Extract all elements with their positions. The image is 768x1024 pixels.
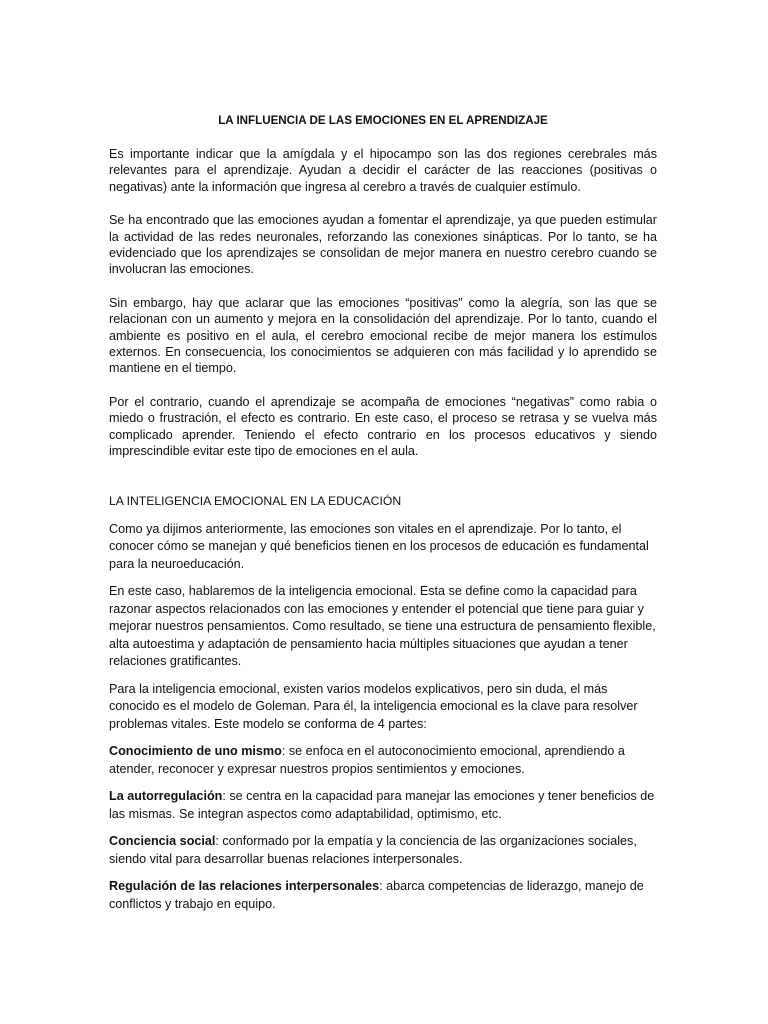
goleman-part-term: Conocimiento de uno mismo bbox=[109, 744, 282, 759]
goleman-part-desc: : se enfoca en el autoconocimiento emocional, aprendiendo a atender, reconocer y expresar nuestros propios sentimientos y emociones. bbox=[109, 744, 625, 776]
goleman-part-term: La autorregulación bbox=[109, 789, 223, 804]
goleman-part-desc: : abarca competencias de liderazgo, manejo de conflictos y trabajo en equipo. bbox=[109, 879, 644, 911]
document-page bbox=[109, 112, 657, 923]
goleman-part-term: Conciencia social bbox=[109, 834, 216, 849]
goleman-part-3 bbox=[109, 833, 657, 868]
section-heading: LA INTELIGENCIA EMOCIONAL EN LA EDUCACIÓN bbox=[109, 493, 402, 508]
goleman-part-1 bbox=[109, 743, 657, 778]
goleman-part-desc: : se centra en la capacidad para manejar las emociones y tener beneficios de las mismas. Se integran aspectos como adaptabilidad, optimismo, etc. bbox=[109, 789, 655, 821]
section-paragraph-2: En este caso, hablaremos de la inteligencia emocional. Esta se define como la capacidad para razonar aspectos relacionados con las emociones y entender el potencial que tiene para guiar y mejorar nuestros pensamientos. Como resultado, se tiene una estructura de pensamiento flexible, alta autoestima y adaptación de pensamiento hacia múltiples situaciones que ayudan a tener relaciones gratificantes. bbox=[109, 584, 656, 669]
intro-paragraph-3: Sin embargo, hay que aclarar que las emociones “positivas” como la alegría, son las que se relacionan con un aumento y mejora en la consolidación del aprendizaje. Por lo tanto, cuando el ambiente es positivo en el aula, el cerebro emocional recibe de mejor manera los estímulos externos. En consecuencia, los conocimientos se adquieren con más facilidad y lo aprendido se mantiene en el tiempo. bbox=[109, 295, 657, 376]
section-paragraph-1: Como ya dijimos anteriormente, las emociones son vitales en el aprendizaje. Por lo tanto, el conocer cómo se manejan y qué beneficios tienen en los procesos de educación es fundamental para la neuroeducación. bbox=[109, 521, 649, 571]
intro-paragraph-1: Es importante indicar que la amígdala y el hipocampo son las dos regiones cerebrales más relevantes para el aprendizaje. Ayudan a decidir el carácter de las reacciones (positivas o negativas) ante la información que ingresa al cerebro a través de cualquier estímulo. bbox=[109, 147, 657, 194]
goleman-part-4 bbox=[109, 878, 657, 913]
intro-paragraph-4: Por el contrario, cuando el aprendizaje se acompaña de emociones “negativas” como rabia o miedo o frustración, el efecto es contrario. En este caso, el proceso se retrasa y se vuelva más complicado aprender. Teniendo el efecto contrario en los procesos educativos y siendo imprescindible evitar este tipo de emociones en el aula. bbox=[109, 394, 657, 459]
document-title: LA INFLUENCIA DE LAS EMOCIONES EN EL APRENDIZAJE bbox=[218, 114, 548, 127]
section-paragraph-3: Para la inteligencia emocional, existen varios modelos explicativos, pero sin duda, el más conocido es el modelo de Goleman. Para él, la inteligencia emocional es la clave para resolver problemas vitales. Este modelo se conforma de 4 partes: bbox=[109, 681, 638, 731]
goleman-part-term: Regulación de las relaciones interpersonales bbox=[109, 879, 380, 894]
goleman-part-2 bbox=[109, 788, 657, 823]
intro-paragraph-2: Se ha encontrado que las emociones ayudan a fomentar el aprendizaje, ya que pueden estimular la actividad de las redes neuronales, reforzando las conexiones sinápticas. Por lo tanto, se ha evidenciado que los aprendizajes se consolidan de mejor manera en nuestro cerebro cuando se involucran las emociones. bbox=[109, 213, 657, 277]
goleman-part-desc: : conformado por la empatía y la conciencia de las organizaciones sociales, siendo vital para desarrollar buenas relaciones interpersonales. bbox=[109, 834, 637, 866]
